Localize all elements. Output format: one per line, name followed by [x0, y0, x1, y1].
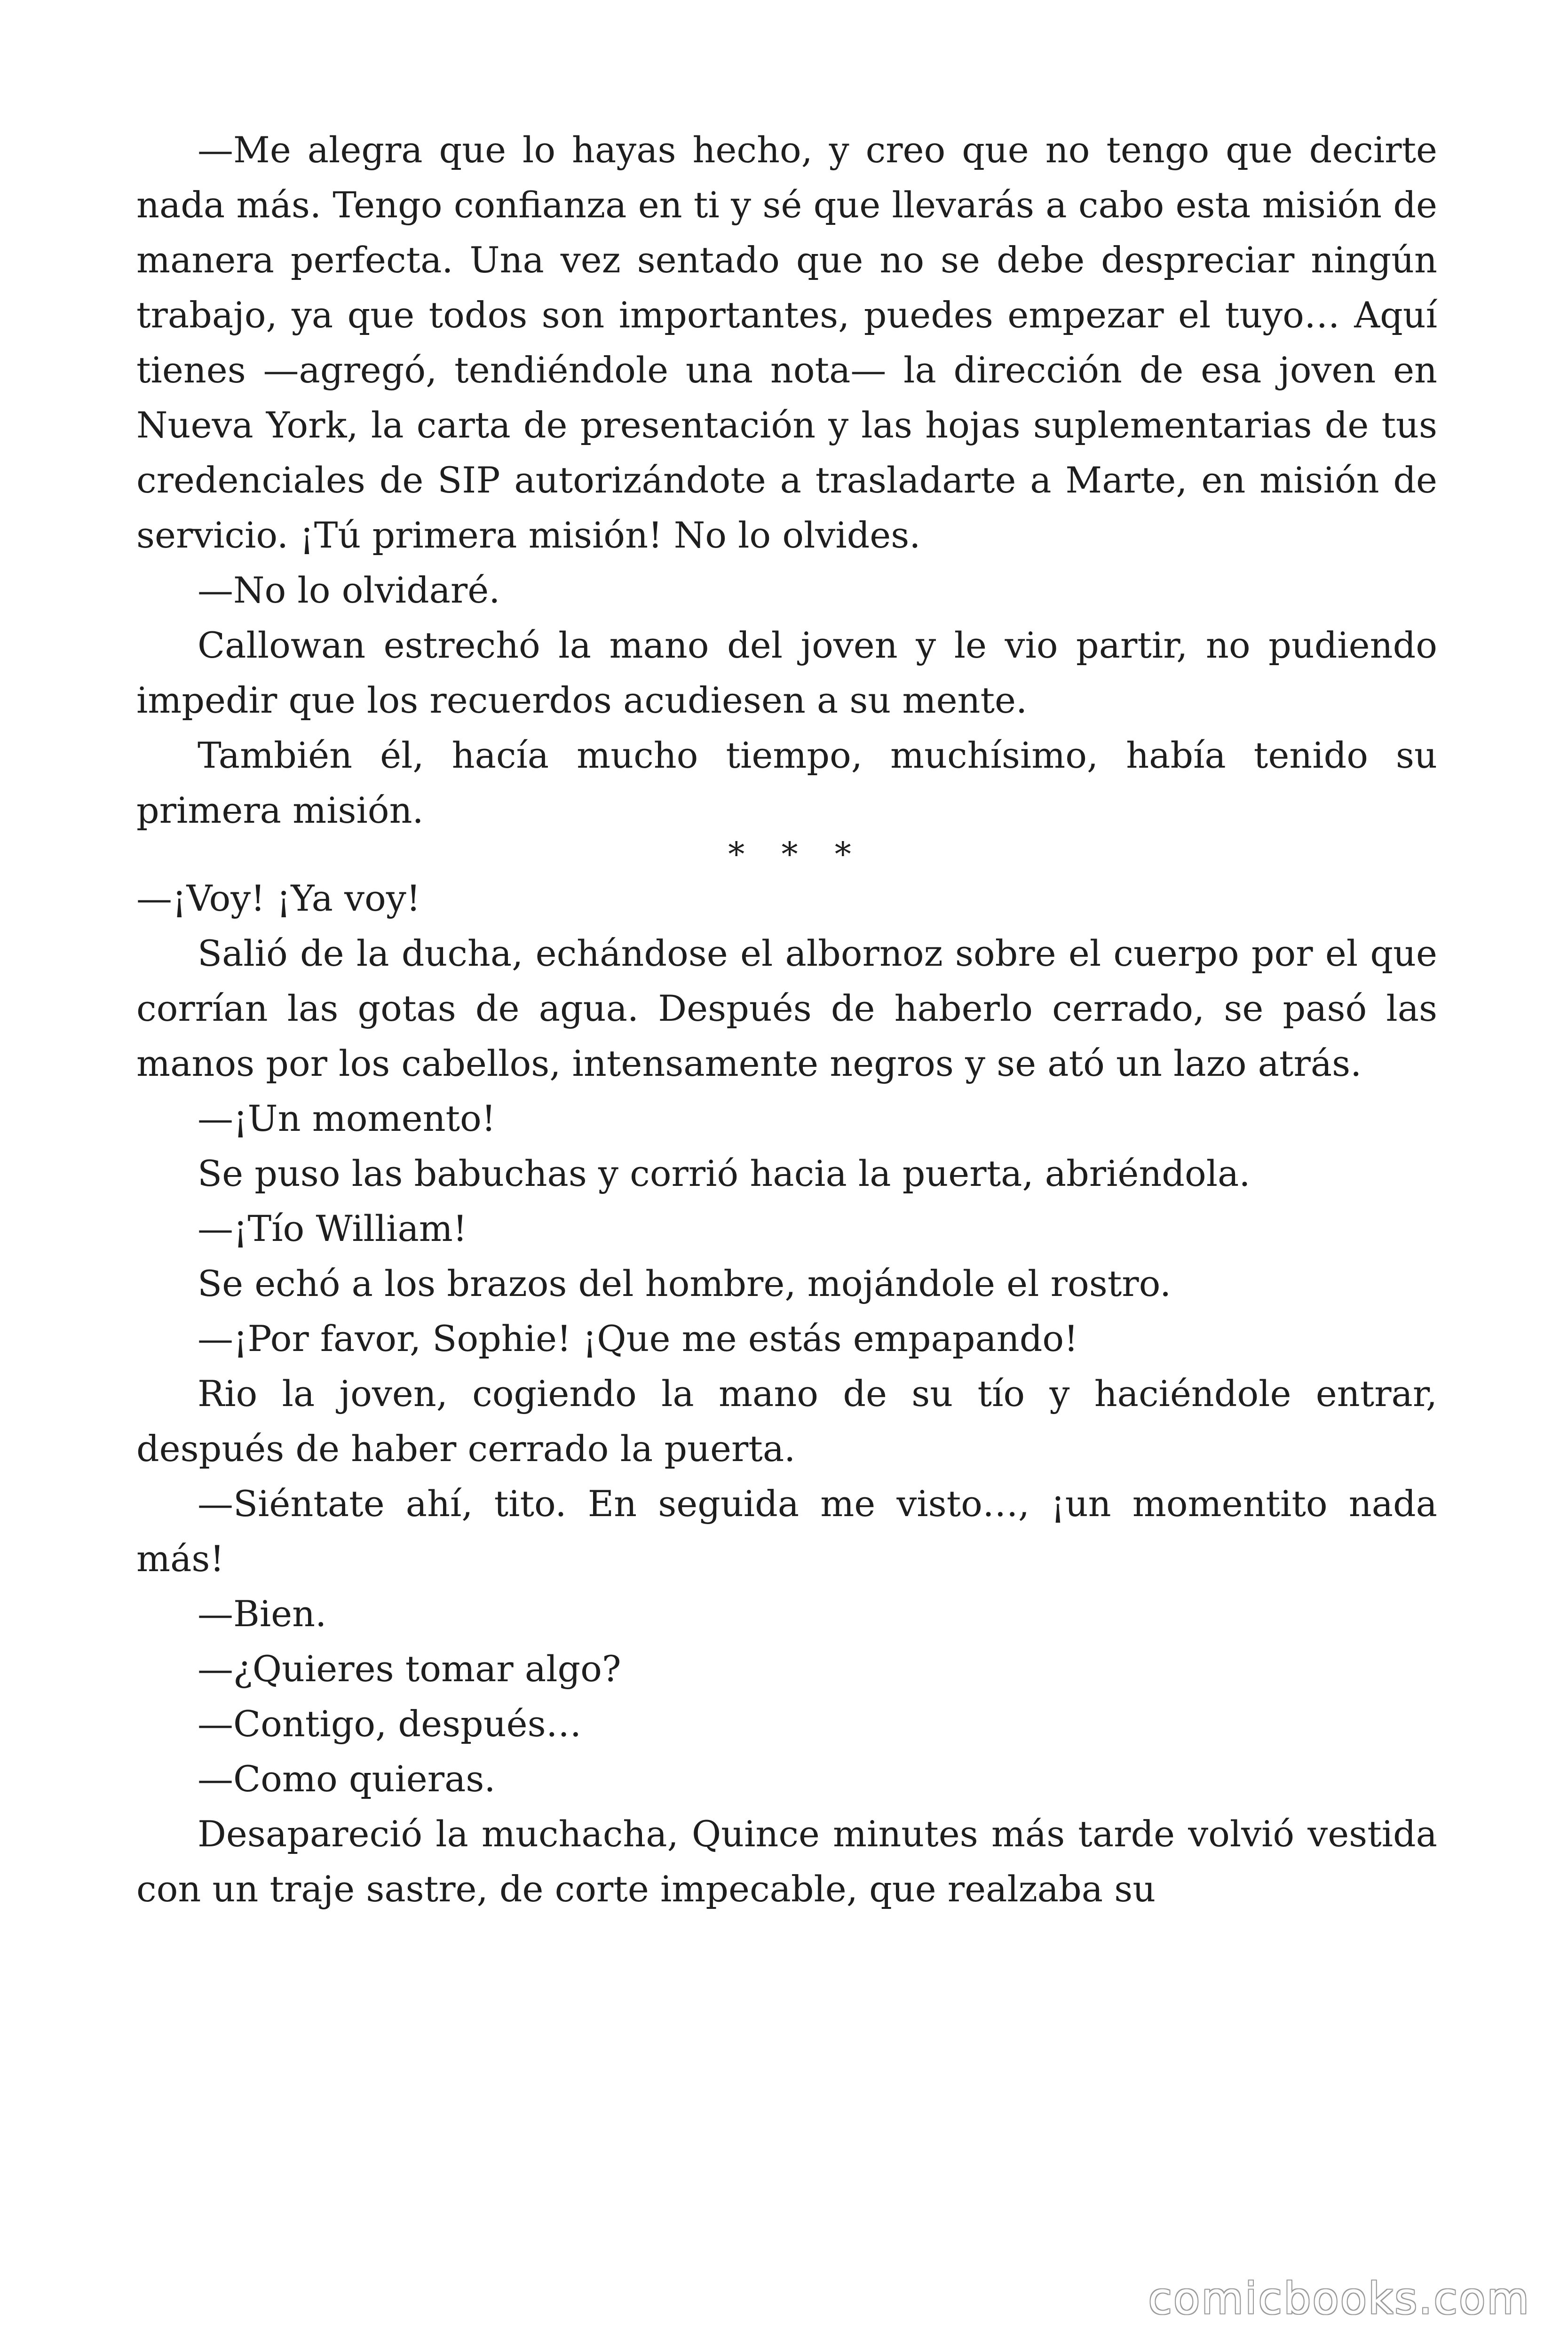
paragraph: —¡Voy! ¡Ya voy! [136, 877, 421, 919]
watermark-logo: comicbooks.com [1148, 2273, 1530, 2324]
paragraph: Se puso las babuchas y corrió hacia la puerta, abriéndola. [198, 1152, 1251, 1194]
paragraph: —¡Un momento! [198, 1097, 496, 1139]
paragraph: También él, hacía mucho tiempo, muchísimo, había tenido su primera misión. [136, 734, 1437, 831]
paragraph: —Me alegra que lo hayas hecho, y creo que no tengo que decirte nada más. Tengo confianza en ti y sé que llevarás a cabo esta misión de manera perfecta. Una vez sentado que no se debe despreciar ningún trabajo, ya que todos son importantes, puedes empezar el tuyo… Aquí tienes —agregó, tendiéndole una nota— la dirección de esa joven en Nueva York, la carta de presentación y las hojas suplementarias de tus credenciales de SIP autorizándote a trasladarte a Marte, en misión de servicio. ¡Tú primera misión! No lo olvides. [136, 129, 1437, 556]
paragraph: —¿Quieres tomar algo? [198, 1648, 621, 1690]
section-break: * * * [728, 835, 864, 874]
paragraph: Callowan estrechó la mano del joven y le vio partir, no pudiendo impedir que los recuerdos acudiesen a su mente. [136, 624, 1437, 721]
paragraph: Rio la joven, cogiendo la mano de su tío y haciéndole entrar, después de haber cerrado la puerta. [136, 1373, 1437, 1470]
paragraph: Salió de la ducha, echándose el albornoz sobre el cuerpo por el que corrían las gotas de agua. Después de haberlo cerrado, se pasó las manos por los cabellos, intensamente negros y se ató un lazo atrás. [136, 932, 1437, 1084]
paragraph: —No lo olvidaré. [198, 569, 500, 611]
paragraph: —¡Tío William! [198, 1208, 467, 1249]
paragraph: —Como quieras. [198, 1758, 496, 1800]
paragraph: —Siéntate ahí, tito. En seguida me visto…, ¡un momentito nada más! [136, 1483, 1437, 1580]
paragraph: —¡Por favor, Sophie! ¡Que me estás empapando! [198, 1318, 1078, 1359]
paragraph: Se echó a los brazos del hombre, mojándole el rostro. [198, 1263, 1172, 1304]
paragraph: Desapareció la muchacha, Quince minutes más tarde volvió vestida con un traje sastre, de corte impecable, que realzaba su [136, 1813, 1437, 1910]
paragraph: —Bien. [198, 1593, 327, 1635]
paragraph: —Contigo, después… [198, 1703, 582, 1745]
page-text [136, 122, 1437, 1916]
